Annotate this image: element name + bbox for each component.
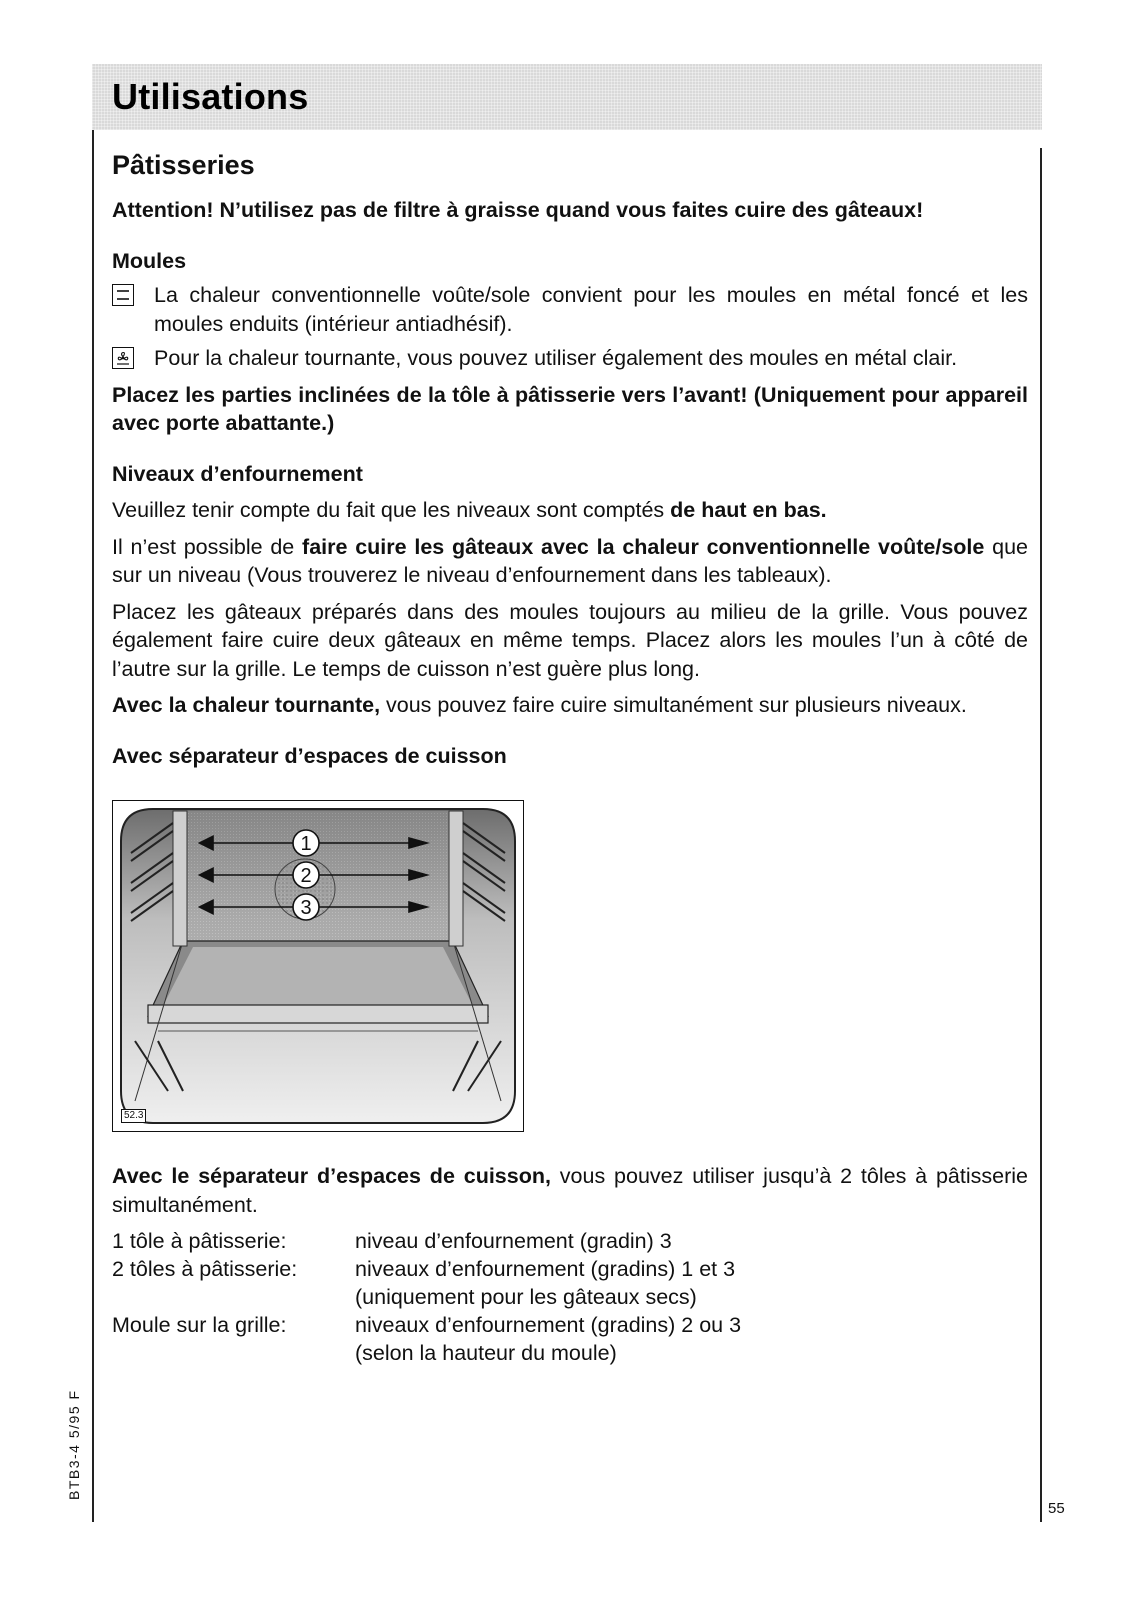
level-value-group — [355, 1311, 1028, 1367]
separateur-heading: Avec séparateur d’espaces de cuisson — [112, 743, 507, 768]
oven-diagram — [112, 800, 524, 1132]
moules-heading: Moules — [112, 248, 187, 273]
document-code: BTB3-4 5/95 F — [66, 1389, 82, 1500]
text-run: Il n’est possible de — [112, 534, 303, 559]
grease-filter-warning: Attention! N’utilisez pas de filtre à graisse quand vous faites cuire des gâteaux! — [112, 198, 924, 222]
text-emphasis: Avec la chaleur tournante, — [112, 693, 381, 717]
level-marker-1 — [293, 830, 319, 856]
level-marker-2 — [293, 862, 319, 888]
right-margin-rule — [1040, 148, 1042, 1522]
level-number: 2 — [300, 865, 312, 887]
niveaux-paragraph-3: Placez les gâteaux préparés dans des moules toujours au milieu de la grille. Vous pouvez également faire cuire deux gâteaux en même temps. Placez alors les moules l’un à côté de l’autre sur la grille. Le temps de cuisson n’est guère plus long. — [112, 599, 1028, 681]
page-title: Utilisations — [112, 76, 309, 117]
sheet-orientation-note: Placez les parties inclinées de la tôle à pâtisserie vers l’avant! (Uniquement pour appareil avec porte abattante.) — [112, 382, 1028, 435]
niveaux-paragraph-2 — [112, 533, 1028, 590]
figure-label: 52.3 — [121, 1109, 146, 1123]
niveaux-paragraph-1 — [112, 496, 1028, 525]
fan-heat-icon — [112, 347, 134, 369]
niveaux-paragraph-4 — [112, 691, 1028, 720]
page-number: 55 — [1048, 1500, 1065, 1517]
main-content — [112, 142, 1028, 1367]
list-item — [112, 344, 1028, 373]
text-run: Veuillez tenir compte du fait que les niveaux sont comptés — [112, 498, 671, 522]
text-run: que sur un niveau (Vous trouverez le niveau d’enfournement dans les tableaux). — [112, 534, 1028, 587]
text-emphasis: faire cuire les gâteaux avec la chaleur conventionnelle voûte/sole — [302, 534, 985, 559]
level-number: 3 — [300, 897, 312, 919]
level-label: 2 tôles à pâtisserie: — [112, 1257, 298, 1281]
left-margin-rule — [92, 130, 94, 1522]
top-bottom-heat-icon — [112, 284, 134, 306]
section-title: Pâtisseries — [112, 150, 255, 180]
level-value-group — [355, 1255, 1028, 1311]
level-value: niveaux d’enfournement (gradins) 2 ou 3 — [355, 1313, 742, 1337]
level-label: Moule sur la grille: — [112, 1313, 287, 1337]
level-value: niveau d’enfournement (gradin) 3 — [355, 1229, 672, 1253]
list-item — [112, 281, 1028, 338]
separateur-paragraph — [112, 1162, 1028, 1219]
level-label: 1 tôle à pâtisserie: — [112, 1229, 287, 1253]
level-value: niveaux d’enfournement (gradins) 1 et 3 — [355, 1257, 736, 1281]
level-value-note: (uniquement pour les gâteaux secs) — [355, 1285, 697, 1309]
text-emphasis: de haut en bas. — [670, 498, 827, 522]
list-item-text: Pour la chaleur tournante, vous pouvez utiliser également des moules en métal clair. — [154, 346, 958, 370]
text-emphasis: Avec le séparateur d’espaces de cuisson, — [112, 1164, 551, 1188]
list-item-text: La chaleur conventionnelle voûte/sole convient pour les moules en métal foncé et les moules enduits (intérieur antiadhésif). — [154, 283, 1028, 336]
niveaux-heading: Niveaux d’enfournement — [112, 461, 363, 486]
level-number: 1 — [300, 833, 312, 855]
levels-table — [112, 1227, 1028, 1367]
text-run: vous pouvez faire cuire simultanément sur plusieurs niveaux. — [380, 693, 967, 717]
level-value-note: (selon la hauteur du moule) — [355, 1341, 617, 1365]
header-banner — [92, 64, 1042, 130]
level-marker-3 — [293, 894, 319, 920]
text-run: vous pouvez utiliser jusqu’à 2 tôles à pâtisserie simultanément. — [112, 1164, 1028, 1217]
